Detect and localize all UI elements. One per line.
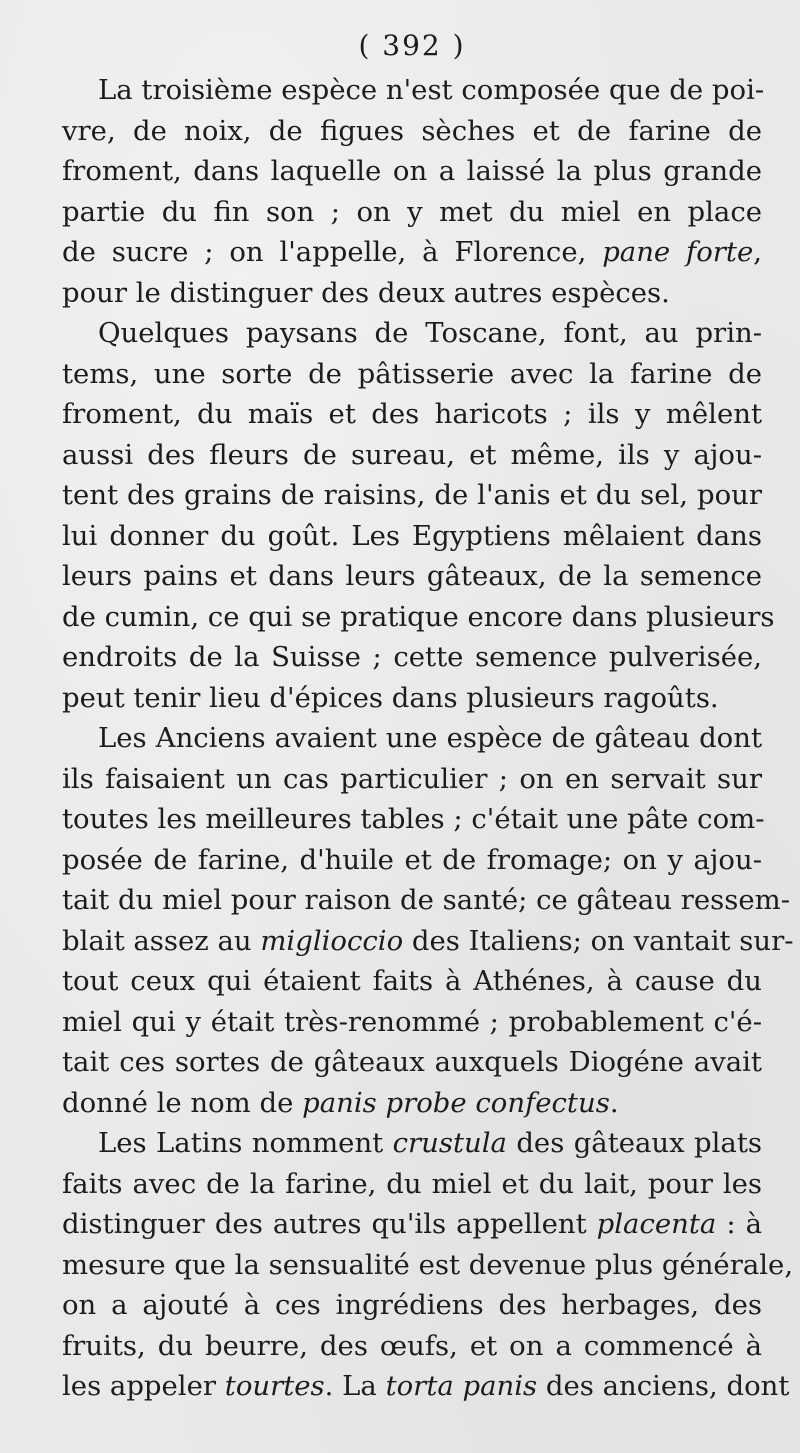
text-segment: leurs pains et dans leurs gâteaux, de la semence [62,560,762,592]
text-segment: froment, dans laquelle on a laissé la plus grande [62,155,762,187]
text-line [62,1245,794,1286]
text-segment: Quelques paysans de Toscane, font, au prin- [98,317,762,349]
text-segment: de sucre ; on l'appelle, à Florence, [62,236,603,268]
text-segment: endroits de la Suisse ; cette semence pulverisée, [62,641,762,673]
text-line [62,435,762,476]
text-segment: des gâteaux plats [506,1127,762,1159]
text-line [62,1164,762,1205]
text-segment: distinguer des autres qu'ils appellent [62,1208,597,1240]
text-segment: des Italiens; on vantait sur- [403,924,794,957]
text-line [62,232,762,273]
text-segment: posée de farine, d'huile et de fromage; on y ajou- [62,843,762,876]
text-line [62,1042,762,1083]
text-line [62,1204,762,1245]
text-segment: , [753,236,762,268]
text-line [62,637,762,678]
text-line [62,111,762,152]
text-line [62,961,762,1002]
text-line [62,1285,762,1326]
text-segment: vre, de noix, de figues sèches et de farine de [62,114,762,147]
text-segment: La troisième espèce n'est composée que de poi- [98,74,765,106]
text-segment: lui donner du goût. Les Egyptiens mêlaient dans [62,519,762,552]
text-segment: de cumin, ce qui se pratique encore dans plusieurs [62,600,775,633]
italic-text: crustula [392,1127,507,1159]
text-segment: tait du miel pour raison de santé; ce gâteau ressem- [62,884,791,916]
text-segment: ils faisaient un cas particulier ; on en servait sur [62,762,762,795]
text-line [62,273,762,314]
text-segment: miel qui y était très-renommé ; probablement c'é- [62,1005,762,1038]
text-line [62,840,762,881]
text-segment: les appeler [62,1370,225,1402]
text-segment: mesure que la sensualité est devenue plus générale, [62,1248,794,1281]
text-line [62,394,762,435]
text-segment: des anciens, dont [537,1370,790,1402]
text-segment: tems, une sorte de pâtisserie avec la farine de [62,357,762,390]
text-line [62,516,762,557]
italic-text: pane forte [602,236,754,268]
italic-text: miglioccio [260,924,404,957]
text-segment: blait assez au [62,924,261,957]
text-line [62,475,762,516]
italic-text: tourtes [224,1370,325,1402]
paragraph [62,718,794,1123]
text-segment: pour le distinguer des deux autres espèces. [62,276,670,309]
italic-text: panis probe confectus [302,1086,610,1119]
text-line [62,151,762,192]
text-line [62,718,762,759]
text-line [62,759,762,800]
text-line [62,1366,790,1407]
text-line [62,1083,762,1124]
text-segment: on a ajouté à ces ingrédiens des herbages, des [62,1289,762,1321]
text-line [62,1123,762,1164]
text-segment: tout ceux qui étaient faits à Athénes, à cause du [62,965,762,997]
body-text [62,70,794,1407]
paragraph [62,1123,794,1407]
text-segment: fruits, du beurre, des œufs, et on a commencé à [62,1329,762,1362]
text-line [62,313,762,354]
text-line [62,921,794,962]
text-line [62,880,791,921]
text-segment: tent des grains de raisins, de l'anis et du sel, pour [62,479,762,511]
text-line [62,597,775,638]
text-line [62,192,762,233]
text-segment: tait ces sortes de gâteaux auxquels Diogéne avait [62,1046,762,1078]
text-segment: froment, du maïs et des haricots ; ils y mêlent [62,398,762,430]
text-segment: faits avec de la farine, du miel et du lait, pour les [62,1167,762,1200]
text-segment: donné le nom de [62,1086,303,1119]
paragraph [62,70,765,313]
text-line [62,354,762,395]
text-line [62,1002,762,1043]
text-line [62,1326,762,1367]
text-line [62,799,765,840]
text-segment: peut tenir lieu d'épices dans plusieurs ragoûts. [62,681,719,714]
text-line [62,70,765,111]
text-segment: Les Anciens avaient une espèce de gâteau dont [98,722,762,754]
paragraph [62,313,775,718]
text-line [62,556,762,597]
text-segment: . La [324,1370,386,1402]
text-segment: toutes les meilleures tables ; c'était une pâte com- [62,803,765,835]
page-number: ( 392 ) [358,29,466,62]
text-segment: . [609,1086,619,1119]
text-line [62,678,762,719]
text-segment: aussi des fleurs de sureau, et même, ils y ajou- [62,438,762,471]
text-segment: partie du fin son ; on y met du miel en place [62,195,762,228]
italic-text: torta panis [385,1370,538,1402]
text-segment: Les Latins nomment [98,1127,393,1159]
italic-text: placenta [596,1208,717,1240]
text-segment: : à [716,1208,762,1240]
